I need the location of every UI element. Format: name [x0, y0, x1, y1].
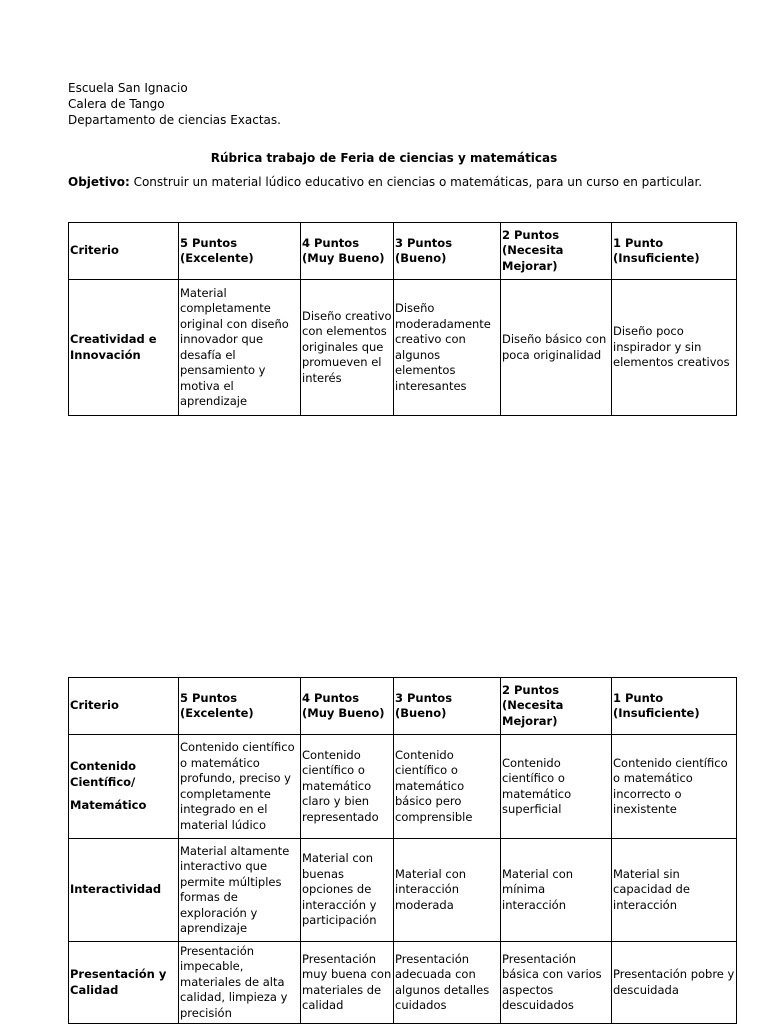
score-cell: Contenido científico o matemático profundo, preciso y completamente integrado en el material lúdico	[179, 735, 301, 839]
score-cell: Contenido científico o matemático claro y bien representado	[301, 735, 394, 839]
school-name: Escuela San Ignacio	[68, 81, 188, 95]
score-cell: Diseño creativo con elementos originales que promueven el interés	[301, 280, 394, 416]
column-header: 5 Puntos (Excelente)	[179, 223, 301, 280]
table-row	[69, 735, 737, 839]
score-cell: Contenido científico o matemático superficial	[501, 735, 612, 839]
score-cell: Contenido científico o matemático básico pero comprensible	[394, 735, 501, 839]
column-header: 4 Puntos (Muy Bueno)	[301, 678, 394, 735]
criterion-label-line-2: Matemático	[70, 798, 147, 813]
table-row	[69, 839, 737, 942]
objective-text: Construir un material lúdico educativo en ciencias o matemáticas, para un curso en particular.	[129, 175, 703, 189]
rubric-table-1	[68, 222, 737, 416]
table-row	[69, 942, 737, 1024]
criterion-cell: Creatividad e Innovación	[69, 280, 179, 416]
objective-label: Objetivo:	[68, 175, 130, 189]
column-header: 3 Puntos (Bueno)	[394, 678, 501, 735]
score-cell: Contenido científico o matemático incorrecto o inexistente	[612, 735, 737, 839]
table-header-row	[69, 223, 737, 280]
column-header: 3 Puntos (Bueno)	[394, 223, 501, 280]
column-header: 1 Punto (Insuficiente)	[612, 678, 737, 735]
score-cell: Presentación pobre y descuidada	[612, 942, 737, 1024]
criterion-cell: Presentación y Calidad	[69, 942, 179, 1024]
table-row	[69, 280, 737, 416]
score-cell: Diseño poco inspirador y sin elementos creativos	[612, 280, 737, 416]
rubric-table-2	[68, 677, 737, 1024]
score-cell: Diseño moderadamente creativo con algunos elementos interesantes	[394, 280, 501, 416]
score-cell: Material sin capacidad de interacción	[612, 839, 737, 942]
column-header: Criterio	[69, 223, 179, 280]
score-cell: Material con mínima interacción	[501, 839, 612, 942]
score-cell: Material completamente original con diseño innovador que desafía el pensamiento y motiva el aprendizaje	[179, 280, 301, 416]
column-header: 2 Puntos (Necesita Mejorar)	[501, 223, 612, 280]
score-cell: Material con interacción moderada	[394, 839, 501, 942]
department-name: Departamento de ciencias Exactas.	[68, 113, 281, 127]
score-cell: Presentación impecable, materiales de alta calidad, limpieza y precisión	[179, 942, 301, 1024]
column-header: Criterio	[69, 678, 179, 735]
objective	[68, 175, 702, 189]
criterion-cell	[69, 735, 179, 839]
school-header	[68, 80, 281, 128]
column-header: 1 Punto (Insuficiente)	[612, 223, 737, 280]
criterion-cell: Interactividad	[69, 839, 179, 942]
school-location: Calera de Tango	[68, 97, 165, 111]
score-cell: Presentación adecuada con algunos detalles cuidados	[394, 942, 501, 1024]
document-title: Rúbrica trabajo de Feria de ciencias y matemáticas	[210, 151, 558, 165]
score-cell: Material altamente interactivo que permite múltiples formas de exploración y aprendizaje	[179, 839, 301, 942]
table-header-row	[69, 678, 737, 735]
score-cell: Material con buenas opciones de interacción y participación	[301, 839, 394, 942]
score-cell: Presentación muy buena con materiales de calidad	[301, 942, 394, 1024]
score-cell: Presentación básica con varios aspectos descuidados	[501, 942, 612, 1024]
column-header: 2 Puntos (Necesita Mejorar)	[501, 678, 612, 735]
column-header: 5 Puntos (Excelente)	[179, 678, 301, 735]
column-header: 4 Puntos (Muy Bueno)	[301, 223, 394, 280]
score-cell: Diseño básico con poca originalidad	[501, 280, 612, 416]
criterion-label-line-1: Contenido Científico/	[70, 759, 137, 789]
